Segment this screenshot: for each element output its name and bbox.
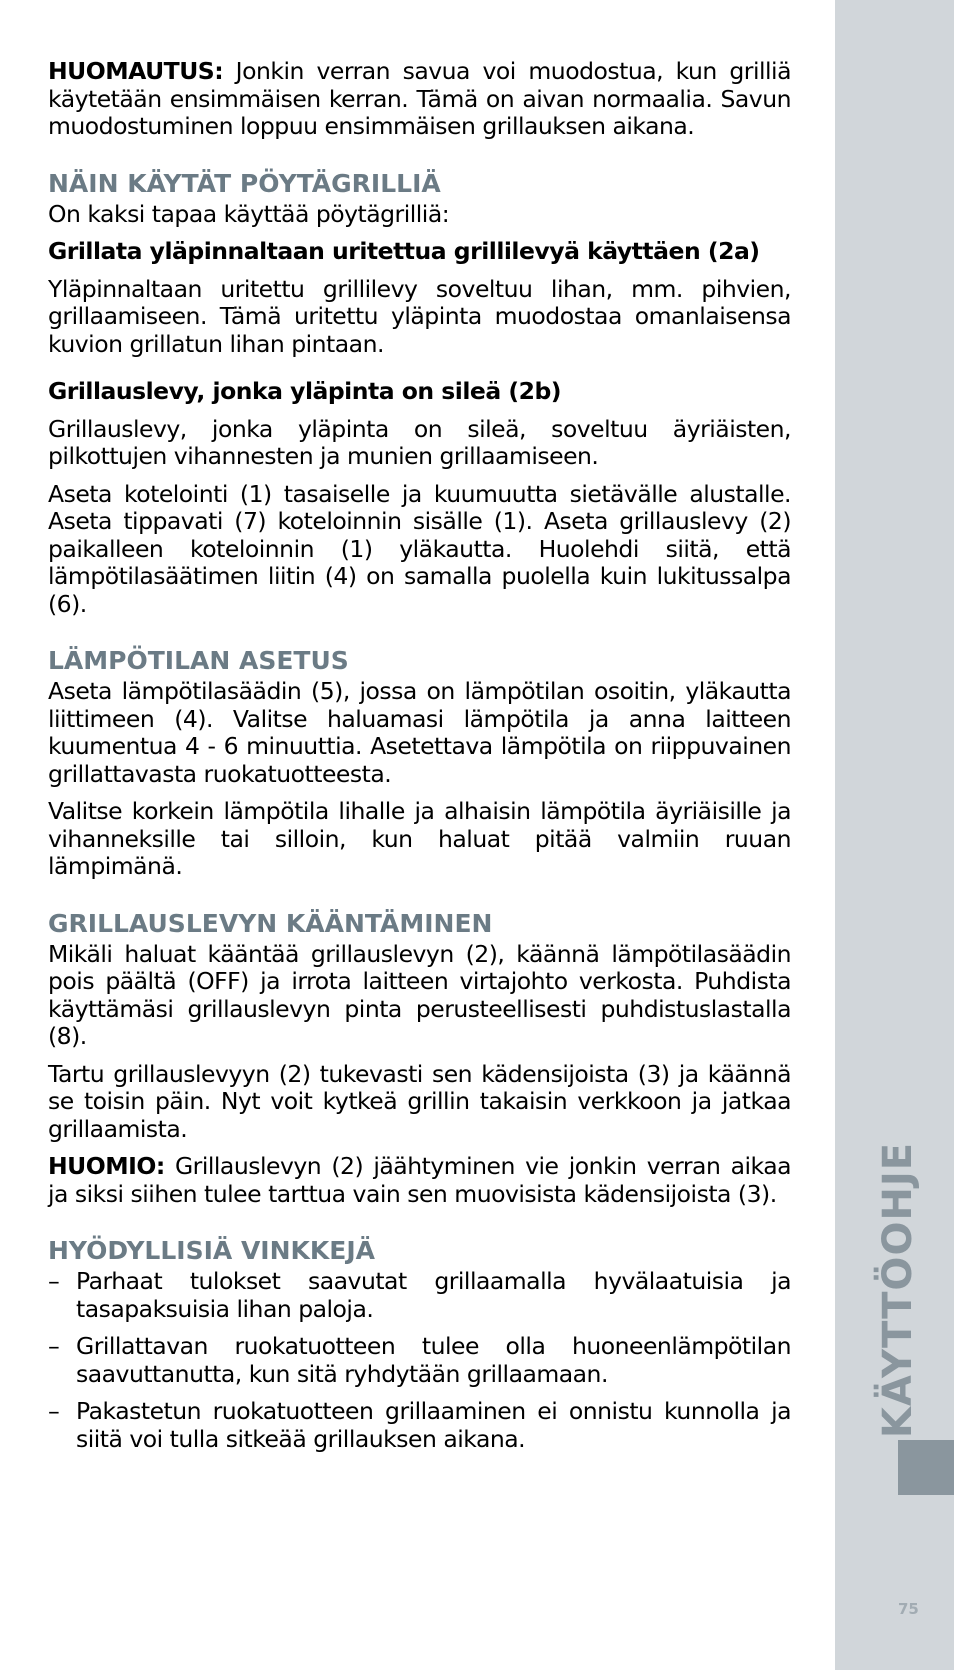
cooling-note-text: Grillauslevyn (2) jäähtyminen vie jonkin verran aikaa ja siksi siihen tulee tarttua vain sen muovisista kädensijoista (3).: [48, 1152, 791, 1208]
temperature-heading: LÄMPÖTILAN ASETUS: [48, 646, 349, 675]
usage-heading: NÄIN KÄYTÄT PÖYTÄGRILLIÄ: [48, 168, 441, 198]
option-b-text: Grillauslevy, jonka yläpinta on sileä, soveltuu äyriäisten, pilkottujen vihannesten ja munien grillaamiseen.: [48, 414, 791, 470]
flipping-heading: GRILLAUSLEVYN KÄÄNTÄMINEN: [48, 908, 493, 938]
page-number: 75: [898, 1600, 919, 1618]
tip-text: Grillattavan ruokatuotteen tulee olla huoneenlämpötilan saavuttanutta, kun sitä ryhdytään grillaamaan.: [76, 1332, 791, 1388]
usage-intro: On kaksi tapaa käyttää pöytägrilliä:: [48, 199, 450, 228]
tips-list: [48, 1268, 791, 1453]
first-use-note: [48, 58, 791, 141]
dash-bullet: –: [48, 1332, 60, 1360]
sidebar-tab-marker: [898, 1440, 954, 1495]
tip-text: Pakastetun ruokatuotteen grillaaminen ei onnistu kunnolla ja siitä voi tulla sitkeää grillauksen aikana.: [76, 1397, 791, 1453]
manual-content: [48, 58, 791, 1463]
tip-item: [48, 1398, 791, 1453]
flipping-paragraph-2: Tartu grillauslevyyn (2) tukevasti sen kädensijoista (3) ja käännä se toisin päin. Nyt voit kytkeä grillin takaisin verkkoon ja jatkaa grillaamista.: [48, 1059, 791, 1143]
note-label: HUOMAUTUS:: [48, 57, 224, 85]
tip-item: [48, 1333, 791, 1388]
sidebar-section-label: KÄYTTÖOHJE: [875, 1141, 921, 1439]
option-b-title: Grillauslevy, jonka yläpinta on sileä (2b): [48, 377, 562, 405]
option-a-text: Yläpinnaltaan uritettu grillilevy soveltuu lihan, mm. pihvien, grillaamiseen. Tämä uritettu yläpinta muodostaa omanlaisensa kuvion grillatun lihan pintaan.: [48, 274, 791, 358]
cooling-note-label: HUOMIO:: [48, 1152, 165, 1180]
option-a-title: Grillata yläpinnaltaan uritettua grillilevyä käyttäen (2a): [48, 237, 760, 265]
tips-heading: HYÖDYLLISIÄ VINKKEJÄ: [48, 1236, 375, 1265]
cooling-note: [48, 1153, 791, 1208]
flipping-paragraph-1: Mikäli haluat kääntää grillauslevyn (2), käännä lämpötilasäädin pois päältä (OFF) ja irrota laitteen virtajohto verkosta. Puhdista käyttämäsi grillauslevyn pinta perusteellisesti puhdistuslastalla (8).: [48, 939, 791, 1050]
dash-bullet: –: [48, 1397, 60, 1425]
tip-text: Parhaat tulokset saavutat grillaamalla hyvälaatuisia ja tasapaksuisia lihan paloja.: [76, 1267, 791, 1323]
tip-item: [48, 1268, 791, 1323]
temperature-paragraph-1: Aseta lämpötilasäädin (5), jossa on lämpötilan osoitin, yläkautta liittimeen (4). Valitse haluamasi lämpötila ja anna laitteen kuumentua 4 - 6 minuuttia. Asetettava lämpötila on riippuvainen grillattavasta ruokatuotteesta.: [48, 677, 791, 788]
note-text: Jonkin verran savua voi muodostua, kun grilliä käytetään ensimmäisen kerran. Tämä on aivan normaalia. Savun muodostuminen loppuu ensimmäisen grillauksen aikana.: [48, 57, 791, 140]
temperature-paragraph-2: Valitse korkein lämpötila lihalle ja alhaisin lämpötila äyriäisille ja vihanneksille tai silloin, kun haluat pitää valmiin ruuan lämpimänä.: [48, 797, 791, 880]
setup-instructions: Aseta kotelointi (1) tasaiselle ja kuumuutta sietävälle alustalle. Aseta tippavati (7) koteloinnin sisälle (1). Aseta grillauslevy (2) paikalleen koteloinnin (1) yläkautta. Huolehdi siitä, että lämpötilasäätimen liitin (4) on samalla puolella kuin lukitussalpa (6).: [48, 479, 791, 618]
dash-bullet: –: [48, 1267, 60, 1295]
